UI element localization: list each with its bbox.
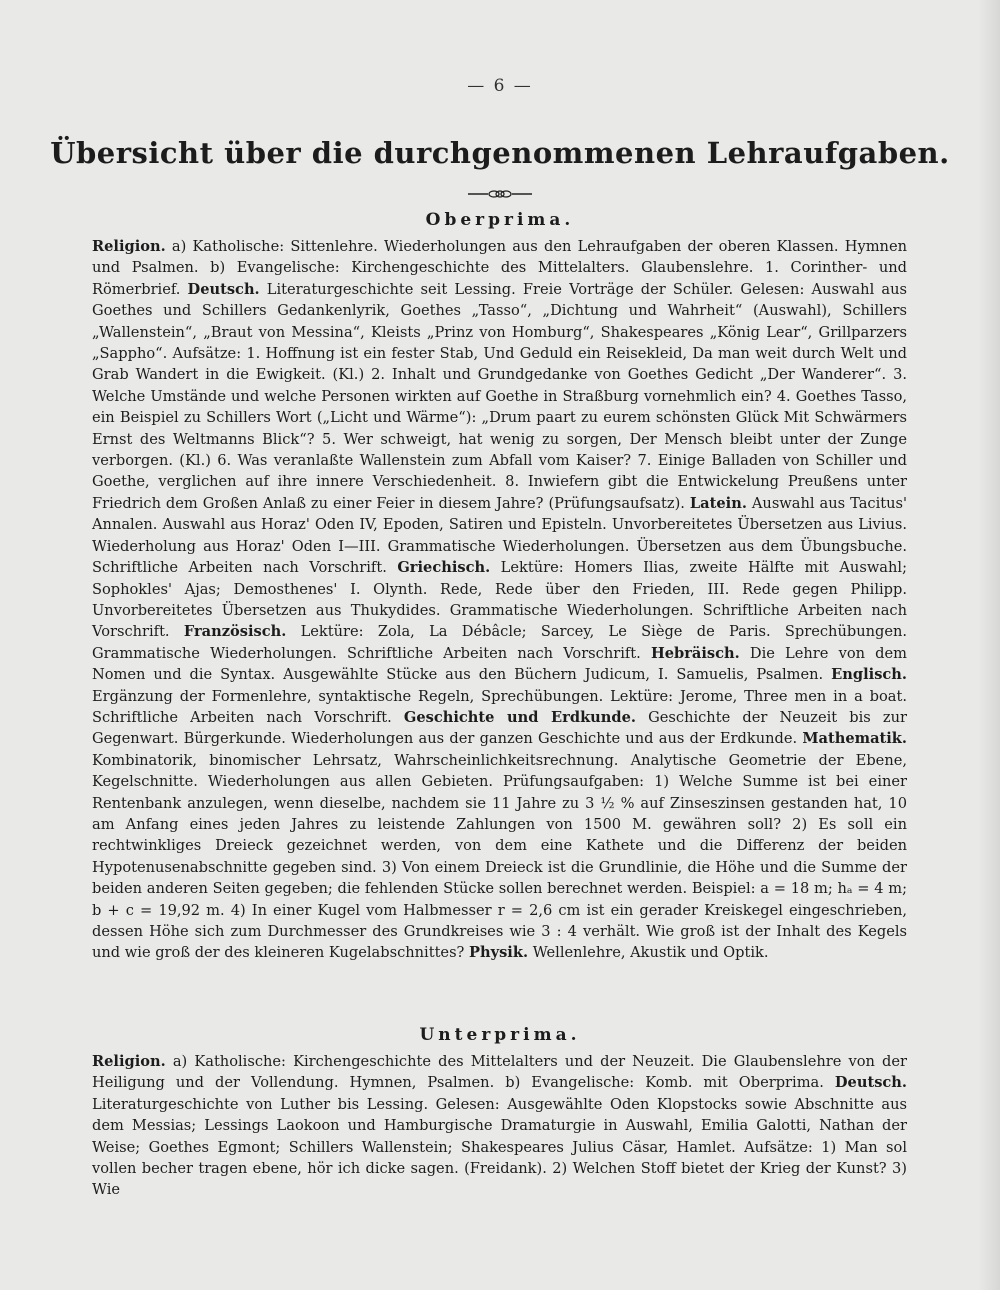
subject-religion: Religion. (92, 238, 166, 255)
subject-religion: Religion. (92, 1053, 166, 1070)
subject-text: Literaturgeschichte von Luther bis Lessing. Gelesen: Ausgewählte Oden Klopstocks sowie Abschnitte aus dem Messias; Lessings Laokoon und Hamburgische Dramaturgie in Auswahl, Emilia Galotti, Nathan der Weise; Goethes Egmont; Schillers Wallenstein; Shakespeares Julius Cäsar, Hamlet. Aufsätze: 1) Man sol vollen becher tragen ebene, hör ich dicke sagen. (Freidank). 2) Welchen Stoff bietet der Krieg der Kunst? 3) Wie (92, 1095, 907, 1199)
subject-hebraeisch: Hebräisch. (650, 644, 740, 662)
subject-text: Literaturgeschichte seit Lessing. Freie Vorträge der Schüler. Gelesen: Auswahl aus Goethes und Schillers Gedankenlyrik, Goethes „Tasso“, „Dichtung und Wahrheit“ (Auswahl), Schillers „Wallenstein“, „Braut von Messina“, Kleists „Prinz von Homburg“, Shakespeares „König Lear“, Grillparzers „Sappho“. Aufsätze: 1. Hoffnung ist ein fester Stab, Und Geduld ein Reisekleid, Da man weit durch Welt und Grab Wandert in die Ewigkeit. (Kl.) 2. Inhalt und Grundgedanke von Goethes Gedicht „Der Wanderer“. 3. Welche Umstände und welche Personen wirkten auf Goethe in Straßburg vornehmlich ein? 4. Goethes Tasso, ein Beispiel zu Schillers Wort („Licht und Wärme“): „Drum paart zu eurem schönsten Glück Mit Schwärmers Ernst des Weltmanns Blick“? 5. Wer schweigt, hat wenig zu sorgen, Der Mensch bleibt unter der Zunge verborgen. (Kl.) 6. Was veranlaßte Wallenstein zum Abfall vom Kaiser? 7. Einige Balladen von Schiller und Goethe, verglichen auf ihre innere Verschiedenheit. 8. Inwiefern gibt die Entwickelung Preußens unter Friedrich dem Großen Anlaß zu einer Feier in diesem Jahre? (Prüfungsaufsatz). (92, 280, 907, 512)
section-heading-unterprima: Unterprima. (419, 1025, 581, 1045)
subject-text: Ergänzung der Formenlehre, syntaktische Regeln, Sprechübungen. Lektüre: Jerome, Three men in a boat. Schriftliche Arbeiten nach Vorschrift. (92, 687, 907, 726)
subject-text: Geschichte der Neuzeit bis zur Gegenwart. Bürgerkunde. Wiederholungen aus der ganzen Geschichte und aus der Erdkunde. (92, 708, 907, 748)
subject-deutsch: Deutsch. (834, 1074, 907, 1092)
subject-text: Lektüre: Zola, La Débâcle; Sarcey, Le Siège de Paris. Sprechübungen. Grammatische Wiederholungen. Schriftliche Arbeiten nach Vorschrift. (92, 623, 908, 662)
subject-griechisch: Griechisch. (397, 559, 491, 577)
subject-physik: Physik. (469, 944, 529, 962)
section-body-oberprima (92, 236, 907, 964)
subject-deutsch: Deutsch. (187, 280, 260, 298)
page-title: Übersicht über die durchgenommenen Lehraufgaben. (50, 136, 950, 170)
section-body-unterprima (92, 1051, 907, 1201)
subject-mathematik: Mathematik. (802, 730, 907, 748)
subject-latein: Latein. (689, 494, 747, 512)
ornament-divider (0, 184, 1000, 203)
subject-geschichte: Geschichte und Erdkunde. (403, 708, 636, 726)
ornament-icon (468, 189, 532, 199)
subject-text: Kombinatorik, binomischer Lehrsatz, Wahrscheinlichkeitsrechnung. Analytische Geometrie der Ebene, Kegelschnitte. Wiederholungen aus allen Gebieten. Prüfungsaufgaben: 1) Welche Summe ist bei einer Rentenbank anzulegen, wenn dieselbe, nachdem sie 11 Jahre zu 3 ½ % auf Zinseszinsen gestanden hat, 10 am Anfang eines jeden Jahres zu leistende Zahlungen von 1500 M. gewähren soll? 2) Es soll ein rechtwinkliges Dreieck gezeichnet werden, von dem eine Kathete und die Differenz der beiden Hypotenusenabschnitte gegeben sind. 3) Von einem Dreieck ist die Grundlinie, die Höhe und die Summe der beiden anderen Seiten gegeben; die fehlenden Stücke sollen berechnet werden. Beispiel: a = 18 m; hₐ = 4 m; b + c = 19,92 m. 4) In einer Kugel vom Halbmesser r = 2,6 cm ist ein gerader Kreiskegel eingeschrieben, dessen Höhe sich zum Durchmesser des Grundkreises wie 3 : 4 verhält. Wie groß ist der Inhalt des Kegels und wie groß der des kleineren Kugelabschnittes? (92, 751, 907, 962)
subject-text: Die Lehre von dem Nomen und die Syntax. Ausgewählte Stücke aus den Büchern Judicum, I. Samuelis, Psalmen. (92, 644, 907, 684)
subject-franzoesisch: Französisch. (183, 623, 287, 641)
subject-text: a) Katholische: Sittenlehre. Wiederholungen aus den Lehraufgaben der oberen Klassen. Hymnen und Psalmen. b) Evangelische: Kirchengeschichte des Mittelalters. Glaubenslehre. 1. Corinther- und Römerbrief. (92, 238, 907, 298)
page-number: — 6 — (467, 76, 533, 96)
subject-englisch: Englisch. (831, 666, 907, 684)
subject-text: Auswahl aus Tacitus' Annalen. Auswahl aus Horaz' Oden IV, Epoden, Satiren und Episteln. Unvorbereitetes Übersetzen aus Livius. Wiederholung aus Horaz' Oden I—III. Grammatische Wiederholungen. Übersetzen aus dem Übungsbuche. Schriftliche Arbeiten nach Vorschrift. (92, 494, 907, 577)
subject-text: a) Katholische: Kirchengeschichte des Mittelalters und der Neuzeit. Die Glaubenslehre von der Heiligung und der Vollendung. Hymnen, Psalmen. b) Evangelische: Komb. mit Oberprima. (92, 1053, 907, 1092)
subject-text: Wellenlehre, Akustik und Optik. (528, 944, 769, 962)
section-heading-oberprima: Oberprima. (425, 210, 575, 230)
subject-text: Lektüre: Homers Ilias, zweite Hälfte mit Auswahl; Sophokles' Ajas; Demosthenes' I. Olynth. Rede, Rede über den Frieden, III. Rede gegen Philipp. Unvorbereitetes Übersetzen aus Thukydides. Grammatische Wiederholungen. Schriftliche Arbeiten nach Vorschrift. (92, 559, 907, 641)
page-edge-shadow (978, 0, 1000, 1290)
